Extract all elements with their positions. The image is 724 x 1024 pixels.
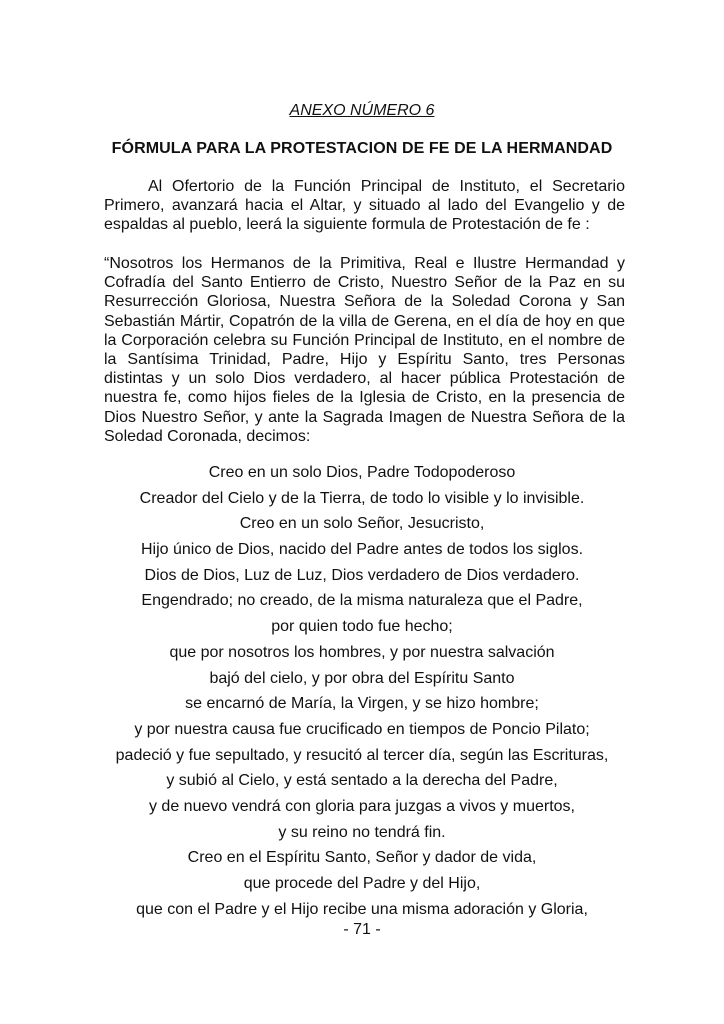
creed-line: padeció y fue sepultado, y resucitó al tercer día, según las Escrituras,: [115, 746, 609, 764]
page-number: - 71 -: [343, 921, 381, 938]
creed-line: Hijo único de Dios, nacido del Padre antes de todos los siglos.: [140, 541, 584, 559]
creed-line: y por nuestra causa fue crucificado en tiempos de Poncio Pilato;: [134, 720, 590, 738]
creed-line: Dios de Dios, Luz de Luz, Dios verdadero de Dios verdadero.: [144, 566, 580, 584]
creed-lines: [0, 460, 724, 922]
creed-line: por quien todo fue hecho;: [271, 618, 453, 636]
protestation-paragraph: “Nosotros los Hermanos de la Primitiva, Real e Ilustre Hermandad y Cofradía del Santo Entierro de Cristo, Nuestro Señor de la Paz en su Resurrección Gloriosa, Nuestra Señora de la Soledad Corona y San Sebastián Mártir, Copatrón de la villa de Gerena, en el día de hoy en que la Corporación celebra su Función Principal de Instituto, en el nombre de la Santísima Trinidad, Padre, Hijo y Espíritu Santo, tres Personas distintas y un solo Dios verdadero, al hacer pública Protestación de nuestra fe, como hijos fieles de la Iglesia de Cristo, en la presencia de Dios Nuestro Señor, y ante la Sagrada Imagen de Nuestra Señora de la Soledad Coronada, decimos:: [104, 255, 625, 445]
creed-line: y de nuevo vendrá con gloria para juzgas a vivos y muertos,: [148, 797, 575, 815]
creed-line: Creador del Cielo y de la Tierra, de todo lo visible y lo invisible.: [139, 489, 585, 507]
creed-line: Creo en un solo Dios, Padre Todopoderoso: [208, 464, 516, 481]
creed-line: que procede del Padre y del Hijo,: [243, 875, 481, 892]
creed-line: Creo en un solo Señor, Jesucristo,: [239, 515, 485, 533]
creed-line: Creo en el Espíritu Santo, Señor y dador de vida,: [187, 849, 537, 867]
creed-line: Engendrado; no creado, de la misma naturaleza que el Padre,: [141, 592, 583, 610]
creed-line: que con el Padre y el Hijo recibe una misma adoración y Gloria,: [136, 900, 588, 918]
creed-line: se encarnó de María, la Virgen, y se hizo hombre;: [185, 695, 539, 713]
creed-line: que por nosotros los hombres, y por nuestra salvación: [169, 643, 555, 661]
intro-paragraph: Al Ofertorio de la Función Principal de Instituto, el Secretario Primero, avanzará hacia el Altar, y situado al lado del Evangelio y de espaldas al pueblo, leerá la siguiente formula de Protestación de fe :: [104, 178, 625, 234]
document-heading: FÓRMULA PARA LA PROTESTACION DE FE DE LA HERMANDAD: [111, 140, 613, 157]
creed-line: bajó del cielo, y por obra del Espíritu Santo: [209, 669, 515, 687]
creed-line: y subió al Cielo, y está sentado a la derecha del Padre,: [166, 772, 558, 790]
creed-line: y su reino no tendrá fin.: [278, 823, 446, 841]
annex-title: ANEXO NÚMERO 6: [289, 102, 435, 119]
